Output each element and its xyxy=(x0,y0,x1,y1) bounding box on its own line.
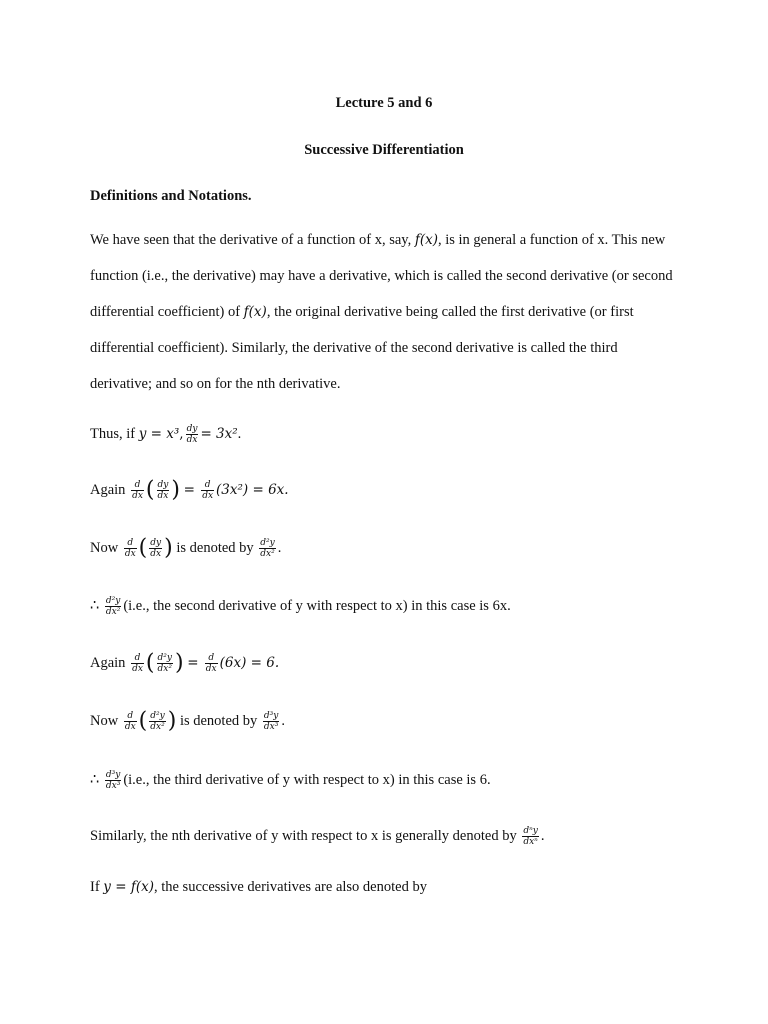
paragraph-part-1: We have seen that the derivative of a function of x, say, xyxy=(90,232,415,248)
numerator: d xyxy=(124,538,137,549)
line-text: (i.e., the third derivative of y with respect to x) in this case is 6. xyxy=(123,771,491,788)
period: . xyxy=(277,539,282,556)
fraction-d-dx xyxy=(205,653,218,674)
fraction-d2y-dx2 xyxy=(157,653,173,674)
denominator: dx xyxy=(124,722,136,732)
fraction-dy-dx xyxy=(157,480,170,501)
function-fx: f(x) xyxy=(414,232,438,248)
line-if-y xyxy=(90,878,708,896)
denominator: dx xyxy=(202,491,214,501)
period: . xyxy=(281,712,285,729)
line-text: (i.e., the second derivative of y with respect to x) in this case is 6x. xyxy=(123,597,511,614)
right-paren: ) xyxy=(174,650,184,676)
comma: , xyxy=(179,425,184,442)
denominator: dx³ xyxy=(263,722,279,732)
denominator: dx xyxy=(205,664,217,674)
denominator: dxⁿ xyxy=(523,837,538,847)
line-thus xyxy=(90,424,708,445)
line-again-2 xyxy=(90,650,708,676)
equation: = 3x² xyxy=(200,425,238,442)
therefore-symbol: ∴ xyxy=(90,771,103,788)
left-paren: ( xyxy=(145,477,155,503)
page-title: Lecture 5 and 6 xyxy=(335,95,433,111)
right-paren: ) xyxy=(171,477,180,503)
numerator: d xyxy=(201,480,214,491)
left-paren: ( xyxy=(145,650,155,676)
numerator: d²y xyxy=(260,538,275,548)
numerator: dy xyxy=(186,424,198,434)
line-again-1 xyxy=(90,477,708,503)
numerator: dy xyxy=(157,480,169,490)
numerator: d xyxy=(131,653,144,664)
fraction-d2y-dx2 xyxy=(149,711,165,732)
fraction-d-dx xyxy=(131,653,144,674)
equation: y = f(x) xyxy=(103,879,154,895)
period: . xyxy=(237,425,242,442)
line-text: Again xyxy=(90,481,130,498)
fraction-d-dx xyxy=(124,711,137,732)
line-text: Now xyxy=(90,539,122,556)
right-paren: ) xyxy=(167,708,177,734)
denominator: dx xyxy=(132,491,143,501)
line-text: Now xyxy=(90,712,122,729)
therefore-symbol: ∴ xyxy=(90,597,103,614)
equation: (3x²) = 6x. xyxy=(216,481,289,498)
denominator: dx xyxy=(186,435,198,445)
denominator: dx² xyxy=(105,607,121,617)
fraction-dy-dx xyxy=(149,538,162,559)
numerator: d³y xyxy=(105,770,121,780)
numerator: d xyxy=(131,480,144,491)
line-similarly xyxy=(90,826,708,847)
period: . xyxy=(540,827,545,844)
section-heading: Definitions and Notations. xyxy=(90,188,252,204)
page-subtitle: Successive Differentiation xyxy=(304,142,464,158)
numerator: d²y xyxy=(150,711,165,721)
equals: = xyxy=(183,481,200,498)
line-therefore-2 xyxy=(90,770,708,791)
line-text: If xyxy=(90,879,104,895)
paragraph-part-3: , the original derivative being called the first derivative (or first differential coefficient). Similarly, the derivative of the second derivative is called the third derivative; and so on for the nth derivative. xyxy=(90,304,634,392)
line-therefore-1 xyxy=(90,596,708,617)
denominator: dx² xyxy=(150,722,165,732)
fraction-dny-dxn xyxy=(522,826,539,847)
fraction-d3y-dx3 xyxy=(105,770,121,791)
denominator: dx³ xyxy=(105,781,121,791)
denominator: dx xyxy=(132,664,143,674)
numerator: d²y xyxy=(157,653,172,663)
denominator: dx² xyxy=(260,549,275,559)
numerator: d xyxy=(124,711,137,722)
equals: = xyxy=(187,654,203,671)
intro-paragraph xyxy=(90,222,682,402)
line-text: Again xyxy=(90,654,130,671)
equation: (6x) = 6. xyxy=(219,654,280,671)
fraction-d3y-dx3 xyxy=(263,711,279,732)
denominator: dx xyxy=(150,549,162,559)
fraction-dy-dx xyxy=(186,424,199,445)
paragraph-part-2: , is in general a function of x. This new function (i.e., the derivative) may have a derivative, which is called the second derivative (or second differential coefficient) of xyxy=(90,232,673,320)
line-text: is denoted by xyxy=(176,712,261,729)
right-paren: ) xyxy=(164,535,173,561)
denominator: dx xyxy=(124,549,136,559)
left-paren: ( xyxy=(138,708,148,734)
line-text: Thus, if xyxy=(90,425,139,442)
line-text: , the successive derivatives are also denoted by xyxy=(153,879,427,895)
line-now-2 xyxy=(90,708,708,734)
line-text: Similarly, the nth derivative of y with respect to x is generally denoted by xyxy=(90,827,521,844)
numerator: d³y xyxy=(263,711,279,721)
fraction-d-dx xyxy=(124,538,137,559)
denominator: dx² xyxy=(157,664,172,674)
line-now-1 xyxy=(90,535,708,561)
numerator: dⁿy xyxy=(523,826,538,836)
equation: y = x³ xyxy=(138,425,180,442)
fraction-d2y-dx2 xyxy=(105,596,121,617)
left-paren: ( xyxy=(138,535,148,561)
numerator: dy xyxy=(150,538,162,548)
numerator: d xyxy=(205,653,218,664)
fraction-d-dx xyxy=(131,480,144,501)
fraction-d-dx xyxy=(201,480,214,501)
fraction-d2y-dx2 xyxy=(259,538,275,559)
numerator: d²y xyxy=(105,596,121,606)
line-text: is denoted by xyxy=(172,539,258,556)
denominator: dx xyxy=(157,491,169,501)
function-fx: f(x) xyxy=(243,304,267,320)
